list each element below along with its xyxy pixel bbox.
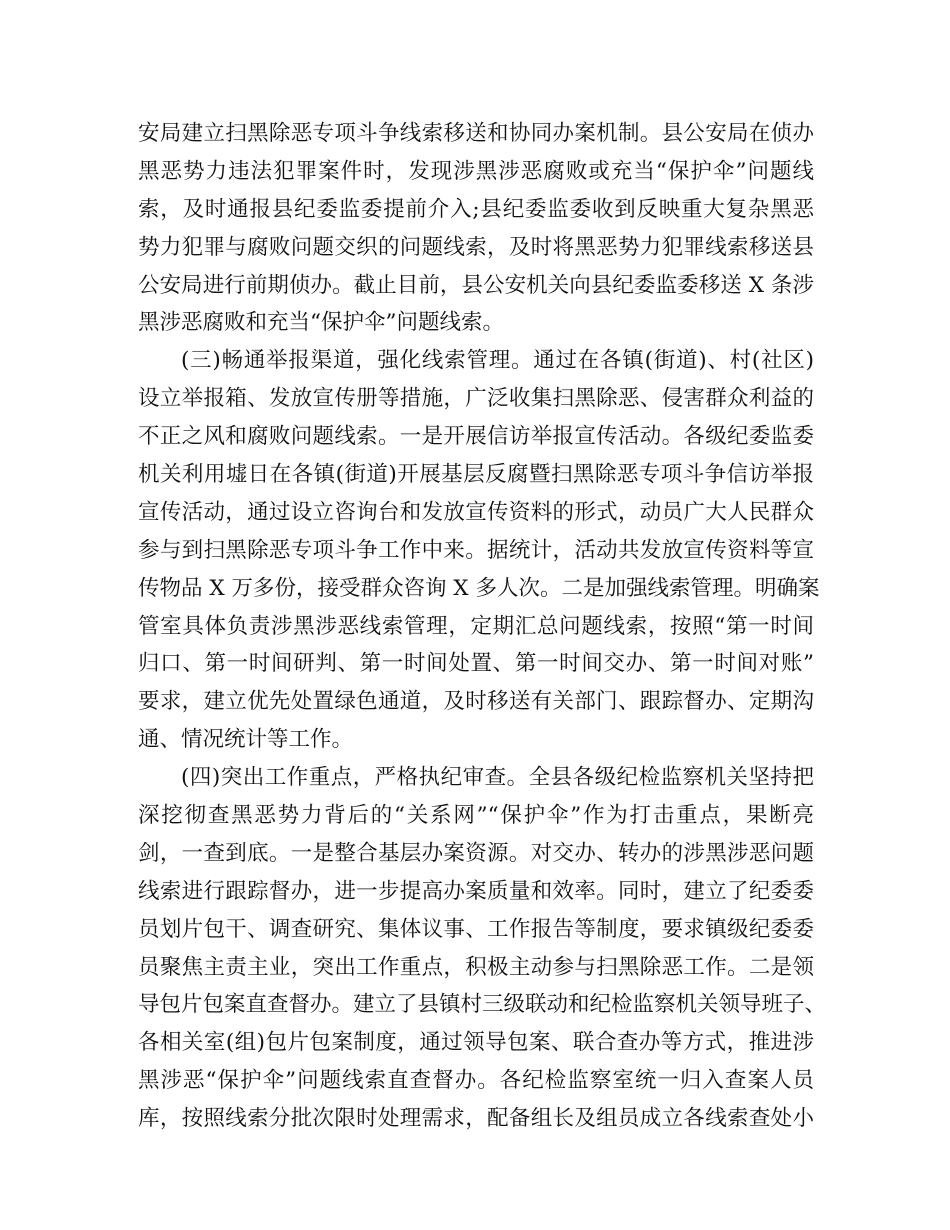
text-line: 宣传活动，通过设立咨询台和发放宣传资料的形式，动员广大人民群众 [138,499,814,525]
text-line: 黑恶势力违法犯罪案件时，发现涉黑涉恶腐败或充当“保护伞”问题线 [138,158,814,184]
document-page [138,115,827,1138]
text-line: 公安局进行前期侦办。截止目前，县公安机关向县纪委监委移送 X 条涉 [138,272,814,298]
text-line: 各相关室(组)包片包案制度，通过领导包案、联合查办等方式，推进涉 [138,1030,814,1056]
text-line: 势力犯罪与腐败问题交织的问题线索，及时将黑恶势力犯罪线索移送县 [138,234,814,260]
text-line: 索，及时通报县纪委监委提前介入;县纪委监委收到反映重大复杂黑恶 [138,196,814,222]
text-line: 员划片包干、调查研究、集体议事、工作报告等制度，要求镇级纪委委 [138,916,814,942]
paragraph-2 [138,342,820,759]
text-line: 参与到扫黑除恶专项斗争工作中来。据统计，活动共发放宣传资料等宣 [138,537,814,563]
paragraph-3 [138,759,827,1138]
text-line: 黑涉恶“保护伞”问题线索直查督办。各纪检监察室统一归入查案人员 [138,1068,814,1094]
paragraph-1 [138,115,814,342]
text-line: 不正之风和腐败问题线索。一是开展信访举报宣传活动。各级纪委监委 [138,424,814,450]
text-line: 导包片包案直查督办。建立了县镇村三级联动和纪检监察机关领导班子、 [138,992,827,1018]
text-line: 安局建立扫黑除恶专项斗争线索移送和协同办案机制。县公安局在侦办 [138,121,814,146]
text-line: 线索进行跟踪督办，进一步提高办案质量和效率。同时，建立了纪委委 [138,878,814,904]
text-line: 设立举报箱、发放宣传册等措施，广泛收集扫黑除恶、侵害群众利益的 [138,386,814,412]
text-line-last: 黑涉恶腐败和充当“保护伞”问题线索。 [138,310,504,336]
text-line: 剑，一查到底。一是整合基层办案资源。对交办、转办的涉黑涉恶问题 [138,840,814,866]
text-line: 员聚焦主责主业，突出工作重点，积极主动参与扫黑除恶工作。二是领 [138,954,814,980]
text-line-first: (四)突出工作重点，严格执纪审查。全县各级纪检监察机关坚持把 [181,765,814,791]
text-line: 机关利用墟日在各镇(街道)开展基层反腐暨扫黑除恶专项斗争信访举报 [138,462,814,488]
text-line: 归口、第一时间研判、第一时间处置、第一时间交办、第一时间对账” [138,651,814,677]
text-line-last: 通、情况统计等工作。 [138,727,354,753]
text-line-first: (三)畅通举报渠道，强化线索管理。通过在各镇(街道)、村(社区) [181,348,814,374]
text-line: 深挖彻查黑恶势力背后的“关系网”“保护伞”作为打击重点，果断亮 [138,803,814,829]
text-line: 要求，建立优先处置绿色通道，及时移送有关部门、跟踪督办、定期沟 [138,689,814,715]
text-line: 传物品 X 万多份，接受群众咨询 X 多人次。二是加强线索管理。明确案 [138,575,820,601]
text-line: 库，按照线索分批次限时处理需求，配备组长及组员成立各线索查处小 [138,1106,814,1132]
text-line: 管室具体负责涉黑涉恶线索管理，定期汇总问题线索，按照“第一时间 [138,613,814,639]
